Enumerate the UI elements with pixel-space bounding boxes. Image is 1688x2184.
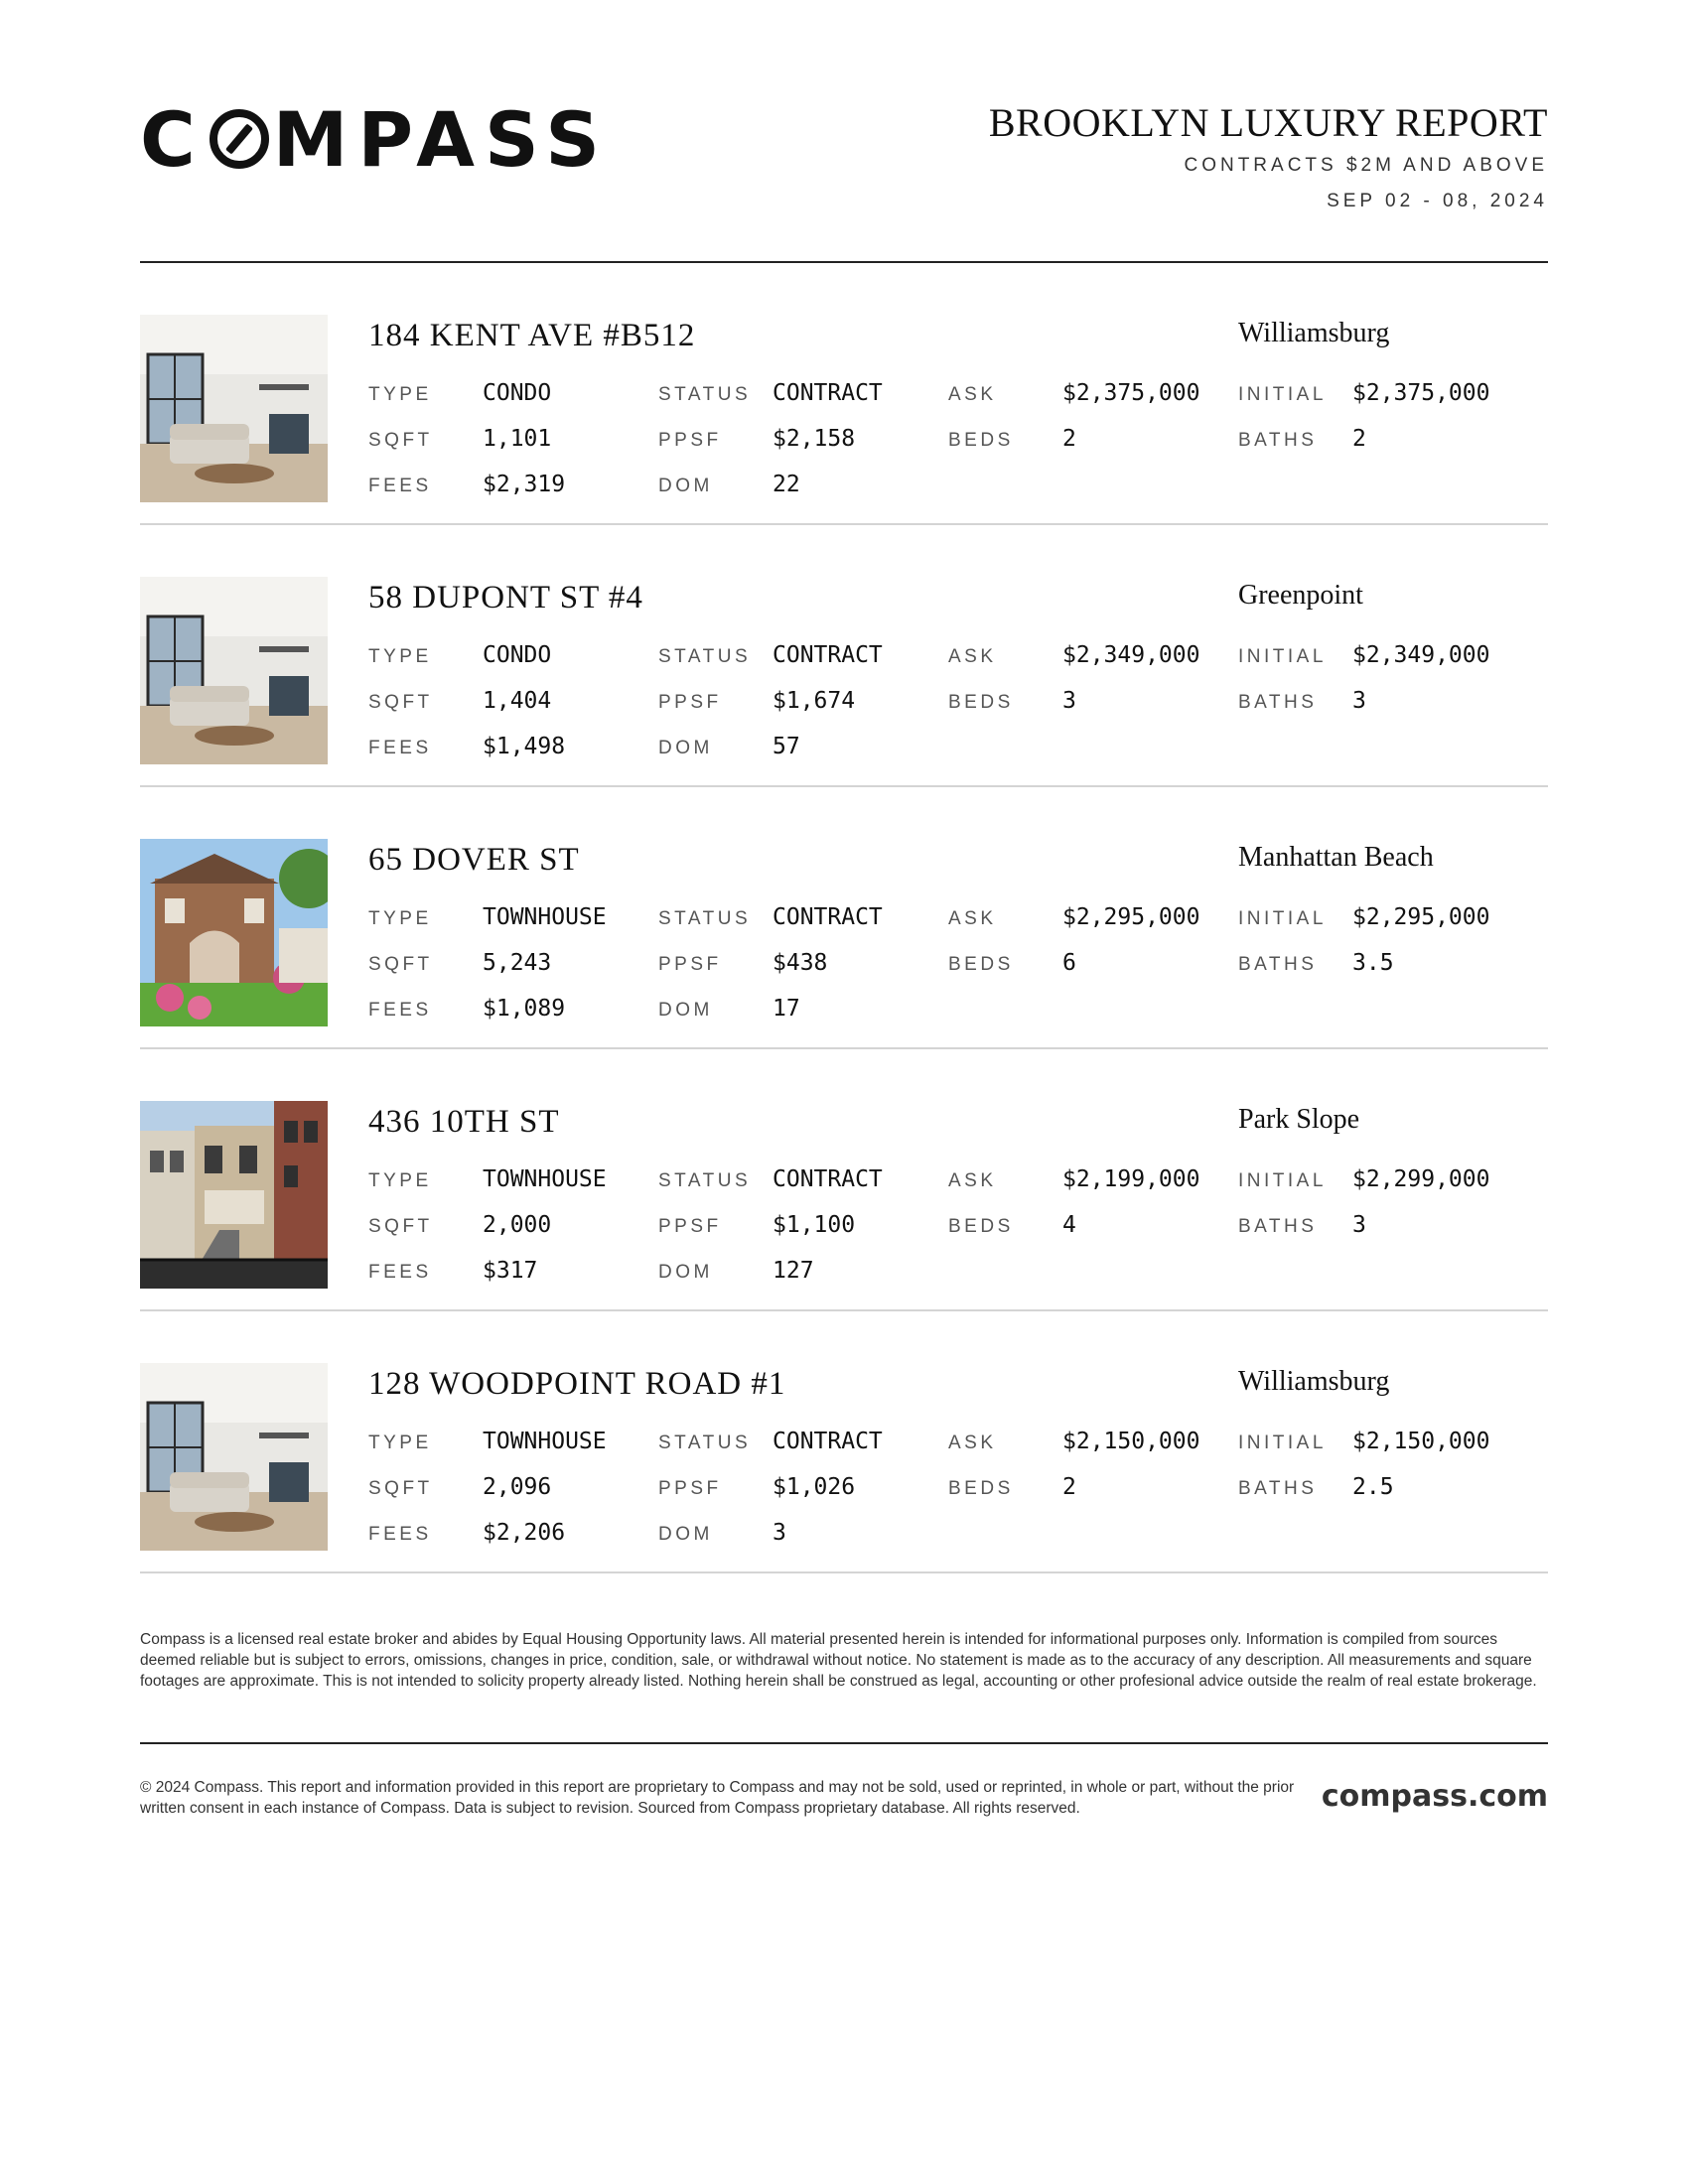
beds-label: BEDS — [948, 1216, 1014, 1237]
copyright-notice: © 2024 Compass. This report and information provided in this report are proprietary to Compass and may not be sold, used or reprinted, in whole or part, without the prior written consent in each instance of Compass. Data is subject to revision. Sourced from Compass proprietary database. All rights reserved. — [140, 1779, 1295, 1817]
listing-row[interactable] — [140, 1049, 1548, 1311]
report-date: SEP 02 - 08, 2024 — [1327, 191, 1548, 211]
baths-value: 2.5 — [1352, 1474, 1394, 1500]
ppsf-value: $1,100 — [773, 1212, 856, 1238]
type-label: TYPE — [368, 908, 432, 929]
ppsf-value: $1,026 — [773, 1474, 856, 1500]
listing-neighborhood: Greenpoint — [1238, 580, 1363, 611]
beds-value: 2 — [1062, 1474, 1076, 1500]
status-label: STATUS — [658, 908, 752, 929]
initial-label: INITIAL — [1238, 1433, 1327, 1453]
dom-label: DOM — [658, 1000, 713, 1021]
type-value: TOWNHOUSE — [483, 904, 607, 930]
dom-label: DOM — [658, 1262, 713, 1283]
ask-value: $2,375,000 — [1062, 380, 1200, 406]
baths-value: 3 — [1352, 688, 1366, 714]
sqft-label: SQFT — [368, 1478, 433, 1499]
listing-neighborhood: Williamsburg — [1238, 1366, 1390, 1397]
ask-label: ASK — [948, 908, 997, 929]
listing-row[interactable] — [140, 1311, 1548, 1573]
baths-label: BATHS — [1238, 692, 1318, 713]
type-value: TOWNHOUSE — [483, 1429, 607, 1454]
dom-value: 57 — [773, 734, 800, 759]
ppsf-label: PPSF — [658, 1478, 722, 1499]
ppsf-value: $2,158 — [773, 426, 856, 452]
baths-label: BATHS — [1238, 1478, 1318, 1499]
type-value: CONDO — [483, 380, 552, 406]
listing-address[interactable]: 184 KENT AVE #B512 — [368, 318, 696, 353]
status-label: STATUS — [658, 646, 752, 667]
status-value: CONTRACT — [773, 380, 883, 406]
ask-value: $2,349,000 — [1062, 642, 1200, 668]
ppsf-label: PPSF — [658, 1216, 722, 1237]
listing-photo[interactable] — [140, 1101, 328, 1289]
fees-value: $1,089 — [483, 996, 566, 1022]
beds-label: BEDS — [948, 954, 1014, 975]
listing-address[interactable]: 436 10TH ST — [368, 1104, 560, 1140]
sqft-label: SQFT — [368, 692, 433, 713]
initial-value: $2,295,000 — [1352, 904, 1490, 930]
ppsf-value: $438 — [773, 950, 828, 976]
dom-label: DOM — [658, 738, 713, 758]
beds-value: 3 — [1062, 688, 1076, 714]
initial-label: INITIAL — [1238, 646, 1327, 667]
listing-neighborhood: Williamsburg — [1238, 318, 1390, 348]
fees-label: FEES — [368, 738, 432, 758]
initial-value: $2,299,000 — [1352, 1166, 1490, 1192]
ppsf-label: PPSF — [658, 430, 722, 451]
ppsf-value: $1,674 — [773, 688, 856, 714]
legal-disclaimer: Compass is a licensed real estate broker and abides by Equal Housing Opportunity laws. All material presented herein is intended for informational purposes only. Information is compiled from sources deemed reliable but is subject to errors, omissions, changes in price, condition, sale, or withdrawal without notice. No statement is made as to the accuracy of any description. All measurements and square footages are approximate. This is not intended to solicity property already listed. Nothing herein shall be construed as legal, accounting or other profesional advice outside the realm of real estate brokerage. — [140, 1631, 1537, 1690]
status-label: STATUS — [658, 384, 752, 405]
type-label: TYPE — [368, 384, 432, 405]
dom-value: 22 — [773, 472, 800, 497]
sqft-value: 2,096 — [483, 1474, 552, 1500]
initial-value: $2,150,000 — [1352, 1429, 1490, 1454]
baths-value: 3.5 — [1352, 950, 1394, 976]
beds-label: BEDS — [948, 1478, 1014, 1499]
sqft-label: SQFT — [368, 430, 433, 451]
baths-label: BATHS — [1238, 1216, 1318, 1237]
fees-label: FEES — [368, 1000, 432, 1021]
dom-value: 127 — [773, 1258, 814, 1284]
listing-photo[interactable] — [140, 1363, 328, 1551]
sqft-value: 1,101 — [483, 426, 552, 452]
beds-label: BEDS — [948, 430, 1014, 451]
sqft-label: SQFT — [368, 1216, 433, 1237]
ppsf-label: PPSF — [658, 692, 722, 713]
ask-value: $2,150,000 — [1062, 1429, 1200, 1454]
type-value: CONDO — [483, 642, 552, 668]
status-value: CONTRACT — [773, 904, 883, 930]
sqft-value: 5,243 — [483, 950, 552, 976]
status-label: STATUS — [658, 1170, 752, 1191]
listing-row[interactable] — [140, 525, 1548, 787]
fees-value: $2,319 — [483, 472, 566, 497]
listing-row[interactable] — [140, 787, 1548, 1049]
ask-label: ASK — [948, 384, 997, 405]
listing-neighborhood: Manhattan Beach — [1238, 842, 1434, 873]
listing-neighborhood: Park Slope — [1238, 1104, 1360, 1135]
baths-value: 3 — [1352, 1212, 1366, 1238]
beds-value: 2 — [1062, 426, 1076, 452]
dom-label: DOM — [658, 1524, 713, 1545]
listing-row[interactable] — [140, 263, 1548, 525]
dom-value: 3 — [773, 1520, 786, 1546]
dom-label: DOM — [658, 476, 713, 496]
status-label: STATUS — [658, 1433, 752, 1453]
report-subtitle: CONTRACTS $2M AND ABOVE — [1184, 155, 1548, 176]
type-value: TOWNHOUSE — [483, 1166, 607, 1192]
status-value: CONTRACT — [773, 642, 883, 668]
initial-label: INITIAL — [1238, 908, 1327, 929]
ppsf-label: PPSF — [658, 954, 722, 975]
compass-o-icon — [210, 109, 269, 169]
fees-value: $1,498 — [483, 734, 566, 759]
initial-label: INITIAL — [1238, 384, 1327, 405]
report-title: BROOKLYN LUXURY REPORT — [988, 100, 1548, 145]
ask-value: $2,295,000 — [1062, 904, 1200, 930]
listing-address[interactable]: 65 DOVER ST — [368, 842, 580, 878]
type-label: TYPE — [368, 1170, 432, 1191]
baths-value: 2 — [1352, 426, 1366, 452]
compass-logo[interactable]: C MPASS — [140, 94, 611, 184]
sqft-value: 1,404 — [483, 688, 552, 714]
listing-list — [140, 263, 1548, 1573]
listing-address[interactable]: 58 DUPONT ST #4 — [368, 580, 643, 615]
fees-value: $317 — [483, 1258, 538, 1284]
ask-label: ASK — [948, 1433, 997, 1453]
ask-value: $2,199,000 — [1062, 1166, 1200, 1192]
baths-label: BATHS — [1238, 430, 1318, 451]
listing-photo[interactable] — [140, 315, 328, 502]
status-value: CONTRACT — [773, 1429, 883, 1454]
sqft-value: 2,000 — [483, 1212, 552, 1238]
listing-photo[interactable] — [140, 577, 328, 764]
listing-address[interactable]: 128 WOODPOINT ROAD #1 — [368, 1366, 786, 1402]
type-label: TYPE — [368, 646, 432, 667]
fees-value: $2,206 — [483, 1520, 566, 1546]
website-link[interactable]: compass.com — [1321, 1779, 1548, 1814]
listing-photo[interactable] — [140, 839, 328, 1026]
beds-label: BEDS — [948, 692, 1014, 713]
status-value: CONTRACT — [773, 1166, 883, 1192]
beds-value: 6 — [1062, 950, 1076, 976]
initial-label: INITIAL — [1238, 1170, 1327, 1191]
fees-label: FEES — [368, 476, 432, 496]
report-header — [140, 89, 1548, 263]
footer-divider — [140, 1742, 1548, 1744]
type-label: TYPE — [368, 1433, 432, 1453]
sqft-label: SQFT — [368, 954, 433, 975]
initial-value: $2,349,000 — [1352, 642, 1490, 668]
ask-label: ASK — [948, 1170, 997, 1191]
fees-label: FEES — [368, 1262, 432, 1283]
initial-value: $2,375,000 — [1352, 380, 1490, 406]
beds-value: 4 — [1062, 1212, 1076, 1238]
baths-label: BATHS — [1238, 954, 1318, 975]
dom-value: 17 — [773, 996, 800, 1022]
ask-label: ASK — [948, 646, 997, 667]
fees-label: FEES — [368, 1524, 432, 1545]
